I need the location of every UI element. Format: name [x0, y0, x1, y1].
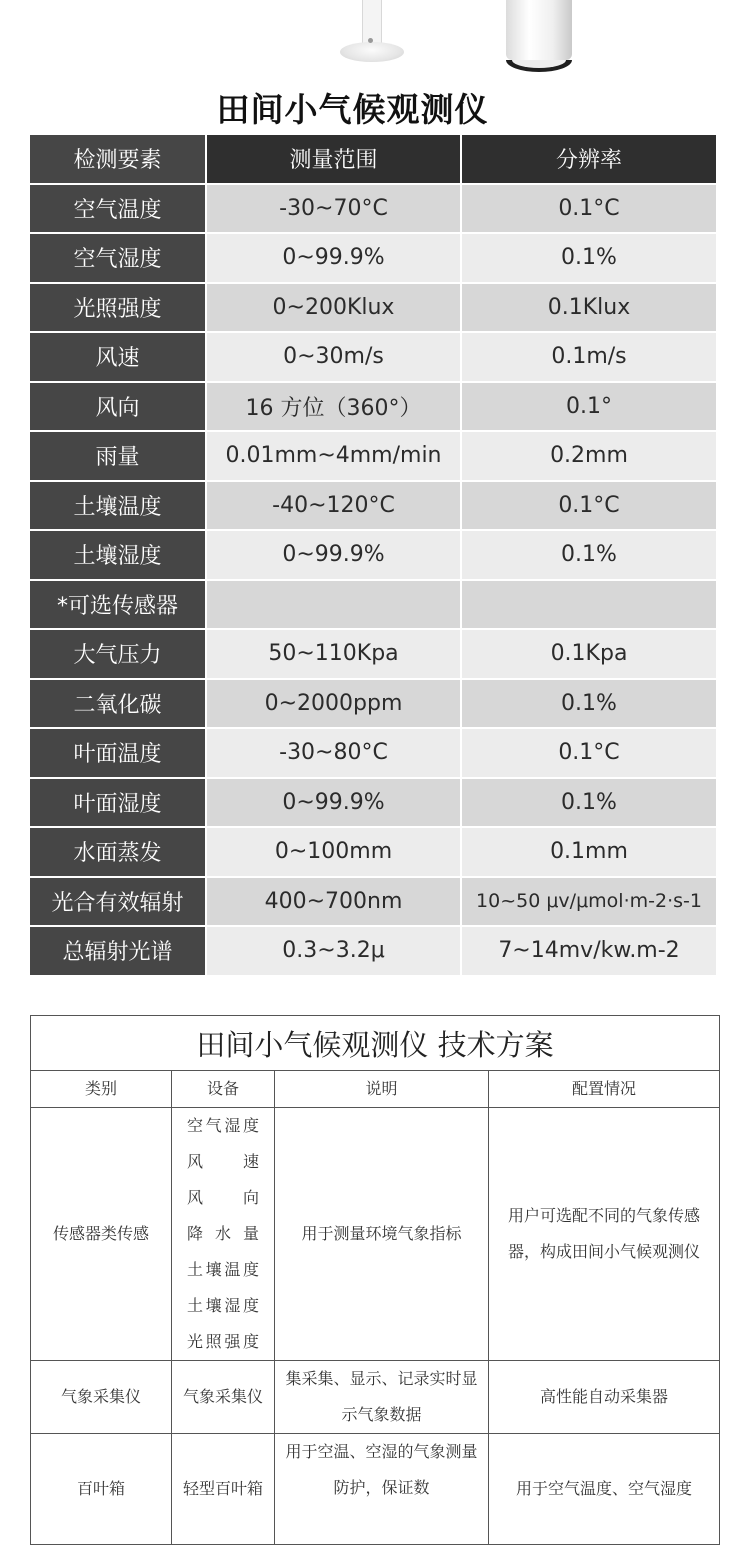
spec-range: 0.01mm~4mm/min: [207, 432, 462, 482]
spec-row: [30, 927, 716, 977]
spec-row: [30, 432, 716, 482]
device-item: 空气湿度: [187, 1116, 259, 1135]
spec-range: 0~99.9%: [207, 779, 462, 829]
spec-element: 二氧化碳: [30, 680, 207, 730]
spec-element: 土壤温度: [30, 482, 207, 532]
plan-table: [30, 1015, 720, 1545]
device-item: 降水量: [187, 1224, 259, 1243]
spec-element: 叶面温度: [30, 729, 207, 779]
spec-element: 总辐射光谱: [30, 927, 207, 977]
spec-range: 0~2000ppm: [207, 680, 462, 730]
plan-description: 用于空温、空湿的气象测量防护，保证数: [275, 1434, 489, 1544]
spec-range: 16 方位（360°）: [207, 383, 462, 433]
plan-category: 百叶箱: [31, 1434, 172, 1544]
spec-row: [30, 531, 716, 581]
spec-resolution: 0.1°C: [462, 729, 716, 779]
plan-category: 气象采集仪: [31, 1361, 172, 1433]
spec-range: 0~99.9%: [207, 531, 462, 581]
product-photo: [0, 0, 750, 80]
spec-row: [30, 630, 716, 680]
pole-screw: [368, 38, 373, 43]
plan-configuration: 高性能自动采集器: [539, 1387, 668, 1406]
spec-row: [30, 185, 716, 235]
spec-range: 0~100mm: [207, 828, 462, 878]
spec-resolution: 0.1%: [462, 531, 716, 581]
spec-element: 风速: [30, 333, 207, 383]
spec-resolution: 0.1Klux: [462, 284, 716, 334]
spec-row: [30, 680, 716, 730]
spec-row: [30, 333, 716, 383]
header-range: 测量范围: [207, 135, 462, 185]
device-item: 风 速: [187, 1152, 259, 1171]
spec-range: 400~700nm: [207, 878, 462, 928]
plan-row-shelter: [31, 1434, 719, 1544]
spec-resolution: 0.1°C: [462, 185, 716, 235]
spec-element: 雨量: [30, 432, 207, 482]
plan-row-sensors: [31, 1108, 719, 1361]
spec-element: 风向: [30, 383, 207, 433]
device-item: 风 向: [187, 1188, 259, 1207]
spec-row: [30, 828, 716, 878]
header-category: 类别: [31, 1071, 172, 1107]
device-item: 土壤湿度: [187, 1296, 259, 1315]
spec-row: [30, 284, 716, 334]
spec-element: 水面蒸发: [30, 828, 207, 878]
spec-element: 大气压力: [30, 630, 207, 680]
header-configuration: 配置情况: [571, 1079, 636, 1098]
spec-row: [30, 234, 716, 284]
spec-element: 叶面湿度: [30, 779, 207, 829]
spec-range: 0.3~3.2μ: [207, 927, 462, 977]
plan-table-header: [31, 1071, 719, 1108]
spec-row: [30, 482, 716, 532]
spec-row: [30, 779, 716, 829]
plan-configuration: 用户可选配不同的气象传感器，构成田间小气候观测仪: [507, 1206, 700, 1261]
spec-resolution: 0.1%: [462, 680, 716, 730]
spec-resolution: 0.2mm: [462, 432, 716, 482]
spec-range: 0~30m/s: [207, 333, 462, 383]
spec-range: 50~110Kpa: [207, 630, 462, 680]
header-resolution: 分辨率: [462, 135, 716, 185]
spec-range: -30~80°C: [207, 729, 462, 779]
spec-element: 空气温度: [30, 185, 207, 235]
spec-element: 光合有效辐射: [30, 878, 207, 928]
spec-row: [30, 581, 716, 631]
spec-range: [207, 581, 462, 631]
plan-device: 气象采集仪: [172, 1361, 275, 1433]
spec-table: [30, 135, 716, 977]
spec-element: 土壤湿度: [30, 531, 207, 581]
plan-description: 用于测量环境气象指标: [275, 1108, 489, 1360]
page-title: 田间小气候观测仪: [216, 90, 489, 129]
plan-category: 传感器类传感: [31, 1108, 172, 1360]
pole-base: [340, 42, 404, 62]
plan-configuration: 用于空气温度、空气湿度: [515, 1479, 692, 1498]
spec-resolution: 7~14mv/kw.m-2: [462, 927, 716, 977]
spec-element: 光照强度: [30, 284, 207, 334]
device-item: 土壤温度: [187, 1260, 259, 1279]
spec-resolution: 0.1°: [462, 383, 716, 433]
spec-resolution: 0.1%: [462, 779, 716, 829]
header-device: 设备: [172, 1071, 275, 1107]
spec-row: [30, 383, 716, 433]
plan-description: 集采集、显示、记录实时显示气象数据: [275, 1361, 489, 1433]
spec-resolution: [462, 581, 716, 631]
spec-element: *可选传感器: [30, 581, 207, 631]
plan-row-collector: [31, 1361, 719, 1434]
spec-row: [30, 729, 716, 779]
device-list: [172, 1108, 275, 1360]
plan-device: 轻型百叶箱: [172, 1434, 275, 1544]
spec-range: -40~120°C: [207, 482, 462, 532]
device-item: 光照强度: [187, 1332, 259, 1351]
spec-resolution: 0.1Kpa: [462, 630, 716, 680]
header-description: 说明: [275, 1071, 489, 1107]
spec-range: 0~200Klux: [207, 284, 462, 334]
spec-element: 空气湿度: [30, 234, 207, 284]
spec-resolution: 0.1°C: [462, 482, 716, 532]
spec-range: -30~70°C: [207, 185, 462, 235]
spec-resolution: 0.1%: [462, 234, 716, 284]
spec-table-header: [30, 135, 716, 185]
spec-range: 0~99.9%: [207, 234, 462, 284]
sensor-pole: [362, 0, 382, 44]
plan-table-title: 田间小气候观测仪 技术方案: [31, 1016, 719, 1071]
spec-row: [30, 878, 716, 928]
header-element: 检测要素: [30, 135, 207, 185]
spec-resolution: 10~50 μv/μmol·m-2·s-1: [462, 878, 716, 928]
spec-resolution: 0.1mm: [462, 828, 716, 878]
rain-gauge-body: [506, 0, 572, 60]
spec-resolution: 0.1m/s: [462, 333, 716, 383]
